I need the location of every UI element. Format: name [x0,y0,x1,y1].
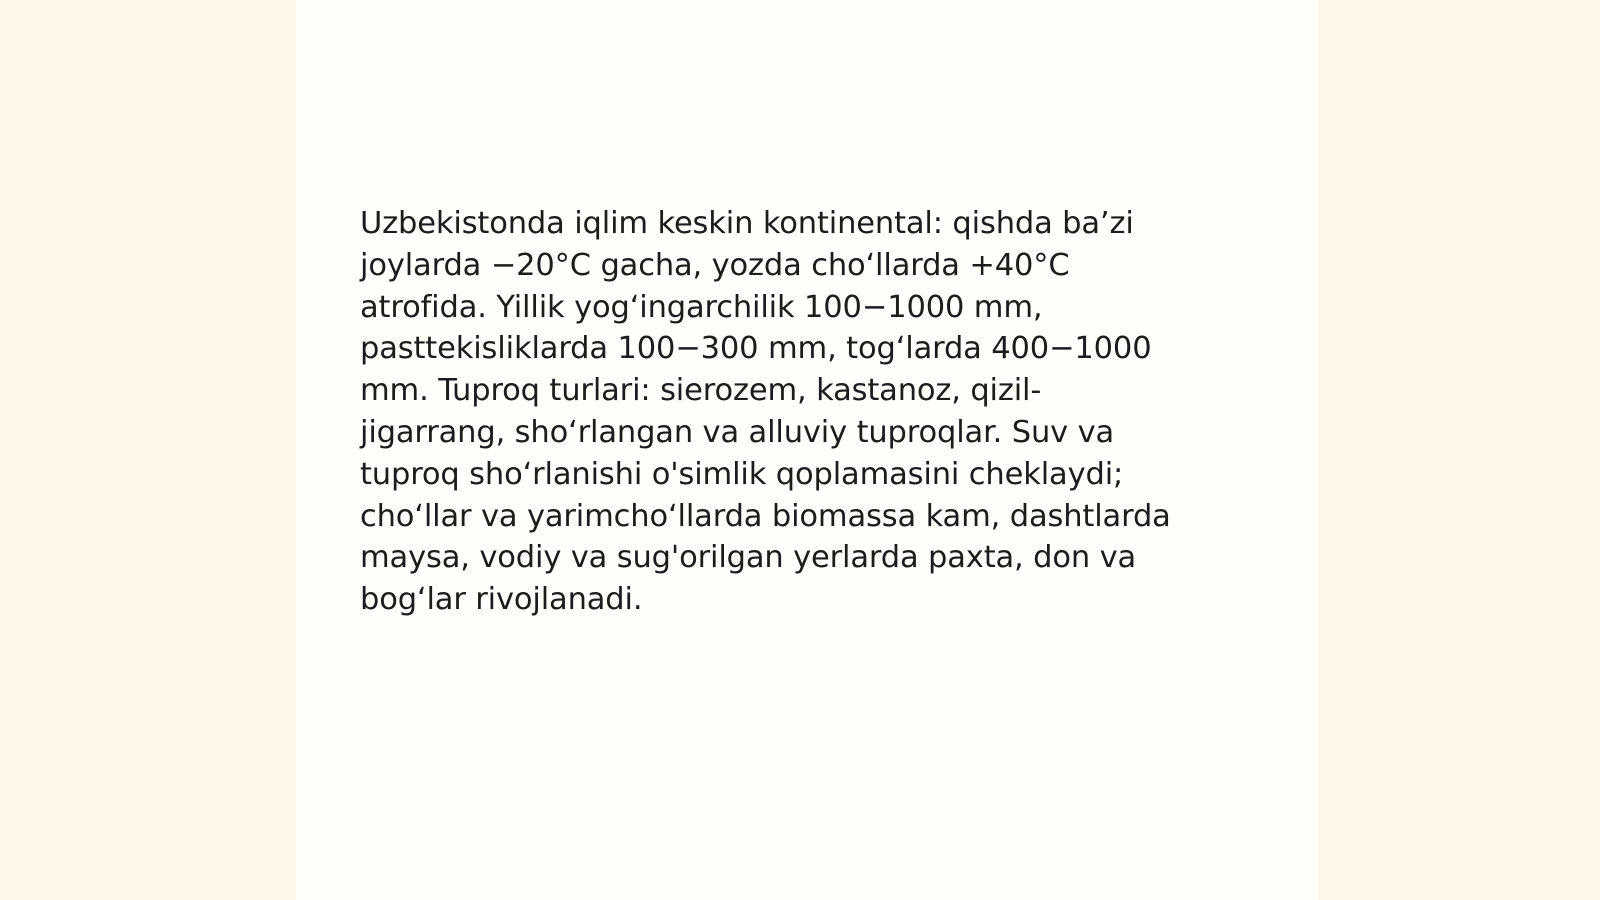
body-paragraph: Uzbekistonda iqlim keskin kontinental: qishda ba’zi joylarda −20°C gacha, yozda cho‘llarda +40°C atrofida. Yillik yog‘ingarchilik 100−1000 mm, pasttekisliklarda 100−300 mm, tog‘larda 400−1000 mm. Tuproq turlari: sierozem, kastanoz, qizil- jigarrang, sho‘rlangan va alluviy tuproqlar. Suv va tuproq sho‘rlanishi o'simlik qoplamasini cheklaydi; cho‘llar va yarimcho‘llarda biomassa kam, dashtlarda maysa, vodiy va sug'orilgan yerlarda paxta, don va bog‘lar rivojlanadi. [360,206,1171,618]
